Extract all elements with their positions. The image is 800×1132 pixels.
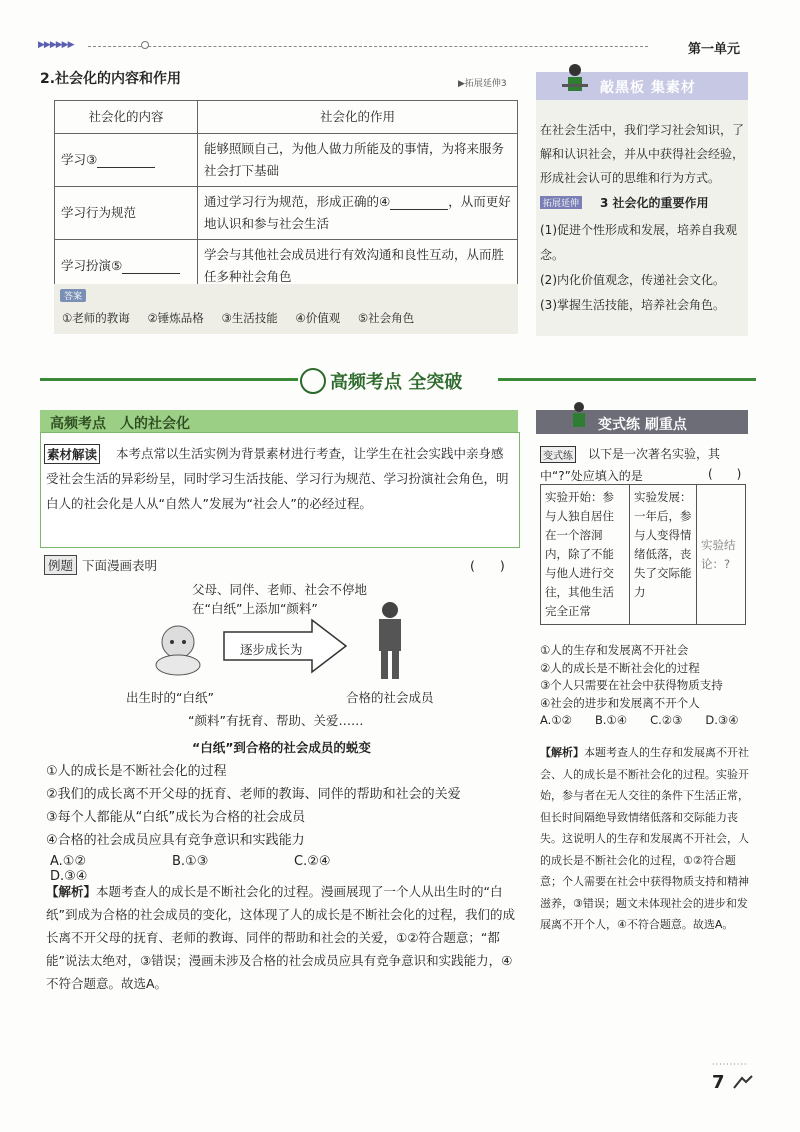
teacher-icon — [560, 62, 590, 98]
analysis-label: 【解析】 — [46, 884, 97, 899]
extension-tag: ▶拓展延伸3 — [458, 79, 507, 89]
socialization-table — [54, 100, 518, 293]
table-cell: 实验开始：参与人独自居住在一个溶洞内，除了不能与他人进行交往，其他生活完全正常 — [541, 485, 630, 625]
example-options — [46, 760, 522, 852]
table-cell: 学习行为规范 — [55, 187, 198, 240]
table-cell — [55, 134, 198, 187]
option-item: ①人的成长是不断社会化的过程 — [46, 764, 227, 779]
table-header: 社会化的内容 — [55, 101, 198, 134]
page-dots: ·········· — [712, 1060, 748, 1069]
practice-analysis — [540, 742, 750, 936]
table-cell: 能够照顾自己，为他人做力所能及的事情，为将来服务社会打下基础 — [198, 134, 518, 187]
header-arrows: ▶▶▶▶▶▶ — [38, 40, 74, 50]
cell-text: ，从而更好地认识和参与社会生活 — [204, 194, 511, 231]
list-item: (2)内化价值观念，传递社会文化。 — [540, 273, 725, 287]
list-item: (3)掌握生活技能，培养社会角色。 — [540, 298, 725, 312]
label-qualified: 合格的社会成员 — [346, 690, 434, 705]
option-item: ④社会的进步和发展离不开个人 — [540, 695, 700, 710]
example-question: 下面漫画表明 — [82, 558, 158, 573]
option-item: ③个人只需要在社会中获得物质支持 — [540, 678, 723, 692]
experiment-table — [540, 484, 746, 625]
practice-title: 变式练 刷重点 — [598, 417, 687, 433]
band-title: 高频考点 全突破 — [330, 372, 463, 393]
option-item: ④合格的社会成员应具有竞争意识和实践能力 — [46, 833, 305, 848]
practice-question: 以下是一次著名实验，其中“?”处应填入的是 — [540, 447, 721, 483]
band-line-right — [498, 378, 756, 381]
band-line-left — [40, 378, 298, 381]
table-row — [541, 485, 746, 625]
blank-4[interactable] — [390, 195, 448, 210]
answer-item: ⑤社会角色 — [357, 311, 415, 325]
option-item: ①人的生存和发展离不开社会 — [540, 643, 689, 657]
cell-text: 学习扮演⑤ — [61, 258, 123, 273]
student-icon — [566, 400, 592, 434]
table-header-row — [55, 101, 518, 134]
sidebar-list — [540, 218, 746, 318]
answer-paren[interactable]: ( ) — [470, 558, 505, 573]
analysis-text: 本题考查人的成长是不断社会化的过程。漫画展现了一个人从出生时的“白纸”到成为合格的社会成员的变化，这体现了人的成长是不断社会化的过程，我们的成长离不开父母的抚育、老师的教诲、同伴的帮助和社会的关爱，①②符合题意；“都能”说法太绝对，③错误；漫画未涉及合格的社会成员应具有竞争意识和实践能力，④不符合题意。故选A。 — [46, 884, 515, 991]
answer-item: ④价值观 — [295, 311, 341, 325]
sidebar-title: 敲黑板 集素材 — [600, 80, 696, 96]
cartoon-caption: “白纸”到合格的社会成员的蜕变 — [192, 740, 371, 755]
section-title: 2.社会化的内容和作用 — [40, 71, 182, 87]
runner-icon — [732, 1072, 754, 1090]
table-cell — [198, 187, 518, 240]
option-item: ②我们的成长离不开父母的抚育、老师的教诲、同伴的帮助和社会的关爱 — [46, 787, 461, 802]
practice-choices[interactable]: A.①② B.①④ C.②③ D.③④ — [540, 713, 739, 727]
option-item: ③每个人都能从“白纸”成长为合格的社会成员 — [46, 810, 306, 825]
header-divider — [88, 46, 648, 47]
choice-a[interactable]: A.①② — [50, 854, 87, 869]
baby-icon — [150, 620, 210, 680]
list-item: (1)促进个性形成和发展，培养自我观念。 — [540, 223, 737, 262]
arrow-text: 逐步成长为 — [240, 642, 303, 657]
extension-label: 拓展延伸 — [540, 196, 582, 209]
answer-label: 答案 — [60, 289, 86, 302]
blank-5[interactable] — [122, 259, 180, 274]
sidebar-subtitle: 3 社会化的重要作用 — [600, 196, 709, 210]
label-paint: “颜料”有抚育、帮助、关爱…… — [188, 713, 364, 728]
option-item: ②人的成长是不断社会化的过程 — [540, 660, 700, 675]
keypoint-title: 高频考点 人的社会化 — [50, 416, 190, 432]
page-number: 7 — [712, 1072, 725, 1093]
choice-d[interactable]: D.③④ — [50, 869, 88, 884]
sidebar-paragraph: 在社会生活中，我们学习社会知识，了解和认识社会，并从中获得社会经验，形成社会认可的思维和行为方式。 — [540, 123, 745, 185]
cell-text: 通过学习行为规范，形成正确的④ — [204, 194, 391, 209]
answer-item: ③生活技能 — [221, 311, 278, 325]
practice-options — [540, 642, 750, 730]
material-label: 素材解读 — [44, 444, 100, 464]
practice-paren[interactable]: ( ) — [708, 467, 742, 481]
table-cell: 学会与其他社会成员进行有效沟通和良性互动，从而胜任多种社会角色 — [198, 240, 518, 293]
answer-box — [54, 284, 518, 334]
table-row — [55, 187, 518, 240]
choice-b[interactable]: B.①③ — [172, 854, 209, 869]
keypoint-text: 本考点常以生活实例为背景素材进行考查，让学生在社会实践中亲身感受社会生活的异彩纷呈，同时学习生活技能、学习行为规范、学习扮演社会角色，明白人的社会化是人从“自然人”发展为“社会人”的必经过程。 — [46, 446, 509, 511]
table-cell: 实验结论：? — [697, 485, 746, 625]
cartoon-caption-top: 父母、同伴、老师、社会不停地在“白纸”上添加“颜料” — [192, 582, 368, 616]
answer-item: ②锤炼品格 — [147, 311, 204, 325]
cell-text: 学习③ — [61, 152, 98, 167]
label-birth: 出生时的“白纸” — [126, 690, 214, 705]
header-dot — [141, 41, 149, 49]
blank-3[interactable] — [97, 153, 155, 168]
answer-item: ①老师的教诲 — [62, 311, 130, 325]
analysis-label: 【解析】 — [540, 746, 584, 759]
man-icon — [370, 600, 410, 682]
table-row — [55, 134, 518, 187]
answer-list — [62, 310, 428, 326]
table-header: 社会化的作用 — [198, 101, 518, 134]
analysis-text: 本题考查人的生存和发展离不开社会、人的成长是不断社会化的过程。实验开始，参与者在无人交往的条件下生活正常，但长时间隔绝导致情绪低落和交际能力丧失。这说明人的生存和发展离不开社会，人的成长是不断社会化的过程，①②符合题意；个人需要在社会中获得物质支持和精神滋养，③错误；题文未体现社会的进步和发展离不开个人，④不符合题意。故选A。 — [540, 746, 749, 931]
unit-title: 第一单元 — [688, 42, 741, 57]
swirl-icon — [300, 368, 326, 394]
example-label: 例题 — [44, 555, 77, 575]
example-analysis — [46, 880, 522, 995]
table-cell: 实验发展：一年后，参与人变得情绪低落，丧失了交际能力 — [630, 485, 697, 625]
practice-tag: 变式练 — [540, 446, 576, 463]
choice-c[interactable]: C.②④ — [294, 854, 331, 869]
